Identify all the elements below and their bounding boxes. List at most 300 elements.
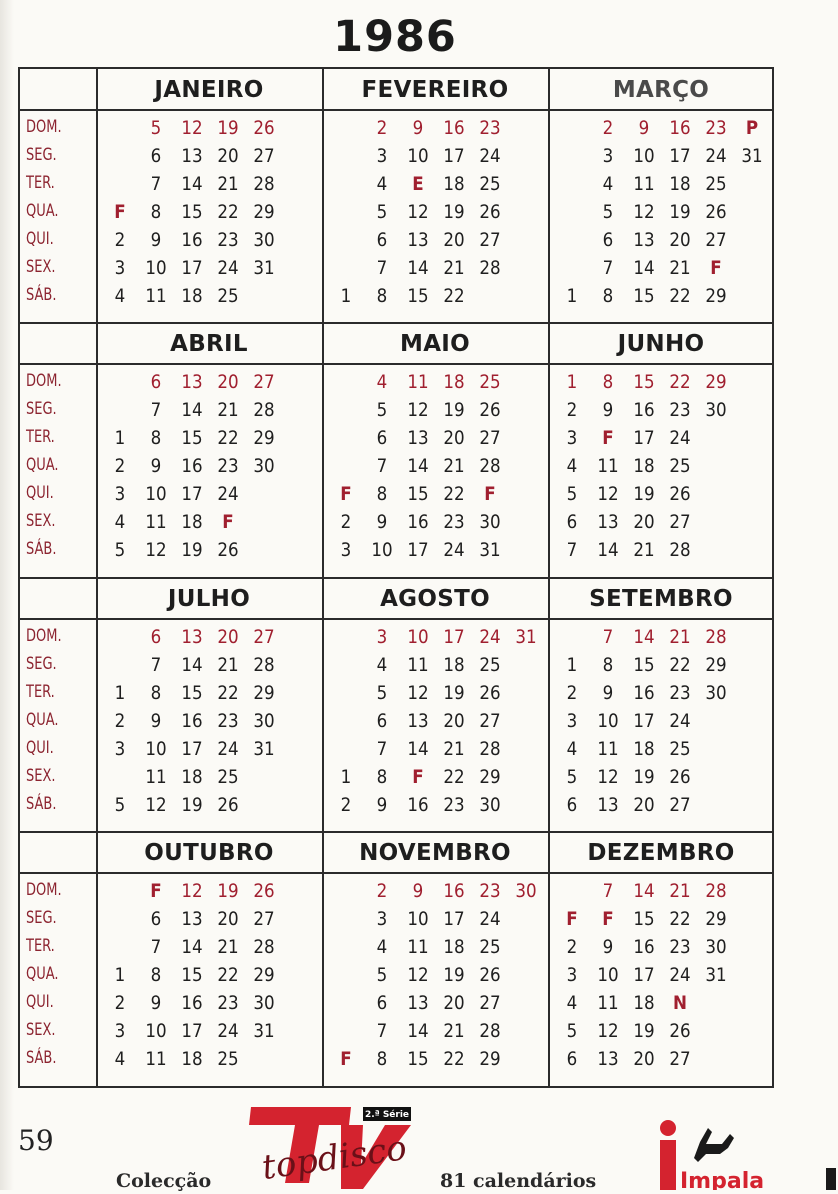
day-number: 23 bbox=[443, 511, 465, 533]
day-number: 8 bbox=[376, 285, 388, 307]
impala-dot bbox=[660, 1120, 676, 1136]
day-number: 10 bbox=[597, 964, 619, 986]
month-name: OUTUBRO bbox=[144, 840, 274, 866]
day-number: 23 bbox=[705, 117, 727, 139]
day-number: 21 bbox=[217, 399, 239, 421]
day-number: 22 bbox=[217, 201, 239, 223]
day-number: 27 bbox=[479, 427, 501, 449]
day-number: 8 bbox=[602, 285, 614, 307]
day-number: 9 bbox=[150, 710, 162, 732]
day-number: 17 bbox=[443, 626, 465, 648]
day-number: 21 bbox=[443, 257, 465, 279]
day-number: 19 bbox=[443, 964, 465, 986]
day-number: 7 bbox=[376, 1020, 388, 1042]
weekday-label: QUI. bbox=[26, 229, 54, 249]
day-number: 14 bbox=[407, 738, 429, 760]
weekday-label: QUA. bbox=[26, 964, 59, 984]
day-number: 5 bbox=[376, 201, 388, 223]
day-number: 11 bbox=[145, 766, 167, 788]
holiday-marker: P bbox=[745, 117, 759, 139]
day-number: 30 bbox=[253, 992, 275, 1014]
day-number: 17 bbox=[407, 539, 429, 561]
day-number: 25 bbox=[217, 285, 239, 307]
day-number: 14 bbox=[181, 173, 203, 195]
day-number: 4 bbox=[376, 654, 388, 676]
day-number: 9 bbox=[150, 455, 162, 477]
day-number: 9 bbox=[602, 936, 614, 958]
row-divider bbox=[20, 577, 772, 579]
day-number: 15 bbox=[407, 483, 429, 505]
month-name: JANEIRO bbox=[154, 77, 264, 103]
day-number: 27 bbox=[253, 371, 275, 393]
day-number: 24 bbox=[217, 483, 239, 505]
day-number: 22 bbox=[217, 964, 239, 986]
month-name: DEZEMBRO bbox=[587, 840, 735, 866]
day-number: 14 bbox=[181, 936, 203, 958]
day-number: 29 bbox=[479, 1048, 501, 1070]
weekday-label: TER. bbox=[26, 173, 55, 193]
day-number: 12 bbox=[145, 794, 167, 816]
day-number: 3 bbox=[566, 710, 578, 732]
day-number: 24 bbox=[705, 145, 727, 167]
day-number: 22 bbox=[443, 766, 465, 788]
antelope-icon bbox=[694, 1128, 734, 1162]
day-number: 2 bbox=[340, 511, 352, 533]
day-number: 24 bbox=[217, 738, 239, 760]
weekday-label: SEG. bbox=[26, 399, 57, 419]
day-number: 17 bbox=[443, 908, 465, 930]
day-number: 5 bbox=[602, 201, 614, 223]
scan-edge-shadow bbox=[0, 0, 14, 1190]
day-number: 16 bbox=[407, 794, 429, 816]
day-number: 21 bbox=[633, 539, 655, 561]
day-number: 24 bbox=[669, 427, 691, 449]
impala-wordmark: Impala bbox=[680, 1169, 765, 1190]
month-name: NOVEMBRO bbox=[359, 840, 511, 866]
day-number: 28 bbox=[479, 738, 501, 760]
day-number: 30 bbox=[705, 936, 727, 958]
day-number: 27 bbox=[253, 908, 275, 930]
day-number: 7 bbox=[150, 399, 162, 421]
day-number: 9 bbox=[602, 399, 614, 421]
day-number: 6 bbox=[150, 145, 162, 167]
day-number: 10 bbox=[145, 257, 167, 279]
day-number: 1 bbox=[114, 427, 126, 449]
weekday-label: QUI. bbox=[26, 483, 54, 503]
day-number: 1 bbox=[114, 964, 126, 986]
day-number: 10 bbox=[371, 539, 393, 561]
day-number: 11 bbox=[597, 455, 619, 477]
day-number: 15 bbox=[181, 964, 203, 986]
day-number: 17 bbox=[181, 1020, 203, 1042]
day-number: 11 bbox=[407, 936, 429, 958]
day-number: 18 bbox=[443, 936, 465, 958]
day-number: 19 bbox=[443, 682, 465, 704]
weekday-label: DOM. bbox=[26, 626, 62, 646]
day-number: 26 bbox=[479, 964, 501, 986]
day-number: 6 bbox=[376, 710, 388, 732]
day-number: 9 bbox=[602, 682, 614, 704]
holiday-marker: F bbox=[602, 427, 614, 449]
day-number: 5 bbox=[114, 794, 126, 816]
day-number: 24 bbox=[479, 626, 501, 648]
day-number: 6 bbox=[566, 511, 578, 533]
day-number: 27 bbox=[479, 229, 501, 251]
day-number: 29 bbox=[705, 908, 727, 930]
day-number: 26 bbox=[479, 201, 501, 223]
row-divider bbox=[20, 872, 772, 874]
day-number: 14 bbox=[597, 539, 619, 561]
weekday-label: SEG. bbox=[26, 654, 57, 674]
day-number: 8 bbox=[150, 682, 162, 704]
day-number: 13 bbox=[407, 427, 429, 449]
day-number: 1 bbox=[566, 371, 578, 393]
day-number: 18 bbox=[443, 371, 465, 393]
day-number: 29 bbox=[705, 285, 727, 307]
day-number: 7 bbox=[602, 257, 614, 279]
day-number: 30 bbox=[253, 229, 275, 251]
day-number: 19 bbox=[443, 201, 465, 223]
row-divider bbox=[20, 363, 772, 365]
day-number: 4 bbox=[566, 992, 578, 1014]
weekday-label: SÁB. bbox=[26, 285, 57, 305]
day-number: 5 bbox=[150, 117, 162, 139]
day-number: 20 bbox=[217, 908, 239, 930]
day-number: 6 bbox=[376, 427, 388, 449]
row-divider bbox=[20, 109, 772, 111]
day-number: 29 bbox=[253, 201, 275, 223]
day-number: 13 bbox=[633, 229, 655, 251]
month-name: ABRIL bbox=[170, 331, 248, 357]
day-number: 2 bbox=[114, 229, 126, 251]
day-number: 9 bbox=[150, 229, 162, 251]
day-number: 18 bbox=[181, 766, 203, 788]
day-number: 10 bbox=[145, 1020, 167, 1042]
day-number: 28 bbox=[669, 539, 691, 561]
day-number: 12 bbox=[181, 880, 203, 902]
day-number: 23 bbox=[443, 794, 465, 816]
day-number: 17 bbox=[181, 738, 203, 760]
day-number: 30 bbox=[253, 710, 275, 732]
row-divider bbox=[20, 618, 772, 620]
day-number: 5 bbox=[376, 399, 388, 421]
day-number: 7 bbox=[602, 626, 614, 648]
day-number: 18 bbox=[181, 285, 203, 307]
day-number: 23 bbox=[479, 117, 501, 139]
day-number: 10 bbox=[145, 738, 167, 760]
day-number: 10 bbox=[145, 483, 167, 505]
day-number: 16 bbox=[633, 936, 655, 958]
day-number: 18 bbox=[633, 738, 655, 760]
day-number: 13 bbox=[181, 908, 203, 930]
day-number: 29 bbox=[253, 964, 275, 986]
day-number: 4 bbox=[376, 173, 388, 195]
day-number: 13 bbox=[407, 710, 429, 732]
day-number: 21 bbox=[669, 257, 691, 279]
day-number: 25 bbox=[669, 455, 691, 477]
day-number: 31 bbox=[515, 626, 537, 648]
day-number: 2 bbox=[114, 455, 126, 477]
day-number: 2 bbox=[566, 936, 578, 958]
day-number: 23 bbox=[479, 880, 501, 902]
holiday-marker: F bbox=[340, 1048, 352, 1070]
holiday-marker: F bbox=[566, 908, 578, 930]
day-number: 12 bbox=[597, 766, 619, 788]
corner-mark bbox=[826, 1168, 836, 1190]
holiday-marker: F bbox=[340, 483, 352, 505]
day-number: 5 bbox=[566, 1020, 578, 1042]
day-number: 6 bbox=[566, 1048, 578, 1070]
day-number: 22 bbox=[669, 908, 691, 930]
month-name: JUNHO bbox=[617, 331, 705, 357]
day-number: 6 bbox=[150, 371, 162, 393]
day-number: 20 bbox=[669, 229, 691, 251]
month-name: AGOSTO bbox=[380, 586, 490, 612]
day-number: 2 bbox=[566, 682, 578, 704]
day-number: 5 bbox=[376, 682, 388, 704]
day-number: 17 bbox=[669, 145, 691, 167]
day-number: 17 bbox=[633, 964, 655, 986]
weekday-label: QUA. bbox=[26, 455, 59, 475]
day-number: 23 bbox=[217, 710, 239, 732]
day-number: 16 bbox=[443, 117, 465, 139]
day-number: 16 bbox=[181, 229, 203, 251]
day-number: 19 bbox=[633, 766, 655, 788]
day-number: 4 bbox=[376, 371, 388, 393]
day-number: 6 bbox=[566, 794, 578, 816]
day-number: 12 bbox=[407, 201, 429, 223]
day-number: 22 bbox=[669, 654, 691, 676]
day-number: 19 bbox=[217, 117, 239, 139]
day-number: 5 bbox=[566, 766, 578, 788]
day-number: 31 bbox=[253, 257, 275, 279]
day-number: 9 bbox=[376, 794, 388, 816]
day-number: 15 bbox=[407, 1048, 429, 1070]
day-number: 16 bbox=[443, 880, 465, 902]
day-number: 31 bbox=[741, 145, 763, 167]
day-number: 7 bbox=[376, 455, 388, 477]
day-number: 18 bbox=[181, 511, 203, 533]
day-number: 12 bbox=[597, 483, 619, 505]
day-number: 19 bbox=[443, 399, 465, 421]
day-number: 29 bbox=[705, 654, 727, 676]
day-number: 9 bbox=[150, 992, 162, 1014]
day-number: 22 bbox=[217, 427, 239, 449]
day-number: 29 bbox=[253, 427, 275, 449]
holiday-marker: E bbox=[412, 173, 424, 195]
day-number: 17 bbox=[181, 257, 203, 279]
day-number: 14 bbox=[407, 455, 429, 477]
day-number: 23 bbox=[217, 992, 239, 1014]
holiday-marker: F bbox=[602, 908, 614, 930]
day-number: 28 bbox=[705, 880, 727, 902]
weekday-label: SÁB. bbox=[26, 794, 57, 814]
day-number: 6 bbox=[376, 992, 388, 1014]
day-number: 7 bbox=[602, 880, 614, 902]
day-number: 27 bbox=[479, 992, 501, 1014]
day-number: 2 bbox=[376, 880, 388, 902]
day-number: 21 bbox=[217, 173, 239, 195]
day-number: 19 bbox=[181, 794, 203, 816]
day-number: 20 bbox=[633, 794, 655, 816]
day-number: 16 bbox=[181, 455, 203, 477]
day-number: 20 bbox=[443, 229, 465, 251]
day-number: 17 bbox=[181, 483, 203, 505]
day-number: 9 bbox=[376, 511, 388, 533]
day-number: 20 bbox=[443, 710, 465, 732]
day-number: 9 bbox=[412, 117, 424, 139]
month-name: FEVEREIRO bbox=[361, 77, 509, 103]
day-number: 16 bbox=[407, 511, 429, 533]
day-number: 20 bbox=[217, 145, 239, 167]
day-number: 26 bbox=[253, 880, 275, 902]
day-number: 25 bbox=[217, 766, 239, 788]
weekday-label: SEX. bbox=[26, 1020, 56, 1040]
day-number: 16 bbox=[669, 117, 691, 139]
day-number: 4 bbox=[376, 936, 388, 958]
day-number: 18 bbox=[633, 992, 655, 1014]
day-number: 14 bbox=[181, 654, 203, 676]
day-number: 8 bbox=[602, 654, 614, 676]
day-number: 7 bbox=[376, 257, 388, 279]
day-number: 27 bbox=[705, 229, 727, 251]
day-number: 11 bbox=[407, 654, 429, 676]
day-number: 10 bbox=[633, 145, 655, 167]
day-number: 17 bbox=[633, 427, 655, 449]
day-number: 13 bbox=[181, 371, 203, 393]
weekday-label: TER. bbox=[26, 682, 55, 702]
day-number: 11 bbox=[597, 992, 619, 1014]
day-number: 1 bbox=[340, 766, 352, 788]
day-number: 27 bbox=[253, 626, 275, 648]
day-number: 15 bbox=[633, 654, 655, 676]
day-number: 26 bbox=[479, 399, 501, 421]
day-number: 22 bbox=[443, 285, 465, 307]
day-number: 19 bbox=[669, 201, 691, 223]
footer-count-label: 81 calendários bbox=[440, 1170, 597, 1192]
day-number: 13 bbox=[181, 145, 203, 167]
day-number: 11 bbox=[597, 738, 619, 760]
day-number: 29 bbox=[479, 766, 501, 788]
weekday-label: TER. bbox=[26, 936, 55, 956]
day-number: 11 bbox=[633, 173, 655, 195]
calendar-year: 1986 bbox=[333, 12, 457, 62]
day-number: 8 bbox=[150, 201, 162, 223]
weekday-label: QUI. bbox=[26, 738, 54, 758]
weekday-label: QUA. bbox=[26, 201, 59, 221]
day-number: 20 bbox=[217, 626, 239, 648]
day-number: 26 bbox=[217, 794, 239, 816]
day-number: 16 bbox=[633, 682, 655, 704]
day-number: 24 bbox=[669, 710, 691, 732]
day-number: 8 bbox=[150, 427, 162, 449]
day-number: 28 bbox=[479, 1020, 501, 1042]
day-number: 22 bbox=[443, 483, 465, 505]
day-number: 25 bbox=[479, 371, 501, 393]
day-number: 28 bbox=[253, 936, 275, 958]
row-divider bbox=[20, 831, 772, 833]
holiday-marker: F bbox=[222, 511, 234, 533]
day-number: 8 bbox=[150, 964, 162, 986]
day-number: 22 bbox=[217, 682, 239, 704]
day-number: 24 bbox=[669, 964, 691, 986]
day-number: 24 bbox=[443, 539, 465, 561]
weekday-label: DOM. bbox=[26, 371, 62, 391]
topdisco-script: topdisco bbox=[259, 1128, 410, 1188]
day-number: 8 bbox=[376, 766, 388, 788]
day-number: 15 bbox=[407, 285, 429, 307]
day-number: 5 bbox=[566, 483, 578, 505]
day-number: 1 bbox=[566, 654, 578, 676]
day-number: 11 bbox=[145, 1048, 167, 1070]
day-number: 6 bbox=[150, 626, 162, 648]
holiday-marker: F bbox=[150, 880, 162, 902]
impala-i-stem bbox=[660, 1140, 676, 1190]
day-number: 16 bbox=[633, 399, 655, 421]
day-number: 13 bbox=[597, 511, 619, 533]
day-number: 19 bbox=[633, 483, 655, 505]
series-tag-text: 2.ª Série bbox=[364, 1110, 410, 1120]
day-number: 25 bbox=[669, 738, 691, 760]
day-number: 22 bbox=[669, 285, 691, 307]
day-number: 25 bbox=[217, 1048, 239, 1070]
day-number: 3 bbox=[566, 964, 578, 986]
day-number: 4 bbox=[602, 173, 614, 195]
day-number: 26 bbox=[669, 1020, 691, 1042]
day-number: 2 bbox=[114, 992, 126, 1014]
day-number: 2 bbox=[340, 794, 352, 816]
day-number: 2 bbox=[114, 710, 126, 732]
day-number: 4 bbox=[566, 738, 578, 760]
day-number: 24 bbox=[479, 908, 501, 930]
weekday-label: SEX. bbox=[26, 257, 56, 277]
day-number: 13 bbox=[181, 626, 203, 648]
day-number: 25 bbox=[479, 654, 501, 676]
day-number: 25 bbox=[479, 936, 501, 958]
day-number: 20 bbox=[217, 371, 239, 393]
day-number: 28 bbox=[479, 257, 501, 279]
day-number: 4 bbox=[114, 1048, 126, 1070]
day-number: 26 bbox=[479, 682, 501, 704]
day-number: 21 bbox=[217, 936, 239, 958]
day-number: 9 bbox=[638, 117, 650, 139]
day-number: 30 bbox=[479, 511, 501, 533]
day-number: 21 bbox=[669, 626, 691, 648]
day-number: 30 bbox=[705, 682, 727, 704]
day-number: 27 bbox=[479, 710, 501, 732]
day-number: 11 bbox=[145, 285, 167, 307]
day-number: 24 bbox=[217, 257, 239, 279]
day-number: 8 bbox=[376, 1048, 388, 1070]
day-number: 1 bbox=[114, 682, 126, 704]
day-number: 7 bbox=[150, 936, 162, 958]
day-number: 3 bbox=[566, 427, 578, 449]
month-name: SETEMBRO bbox=[589, 586, 733, 612]
day-number: 18 bbox=[181, 1048, 203, 1070]
day-number: 21 bbox=[217, 654, 239, 676]
day-number: 11 bbox=[145, 511, 167, 533]
day-number: 25 bbox=[479, 173, 501, 195]
day-number: 30 bbox=[515, 880, 537, 902]
day-number: 23 bbox=[669, 682, 691, 704]
day-number: 24 bbox=[479, 145, 501, 167]
day-number: 26 bbox=[669, 483, 691, 505]
day-number: 27 bbox=[253, 145, 275, 167]
day-number: 21 bbox=[669, 880, 691, 902]
day-number: 12 bbox=[633, 201, 655, 223]
weekday-label: QUA. bbox=[26, 710, 59, 730]
page-number: 59 bbox=[18, 1124, 54, 1157]
